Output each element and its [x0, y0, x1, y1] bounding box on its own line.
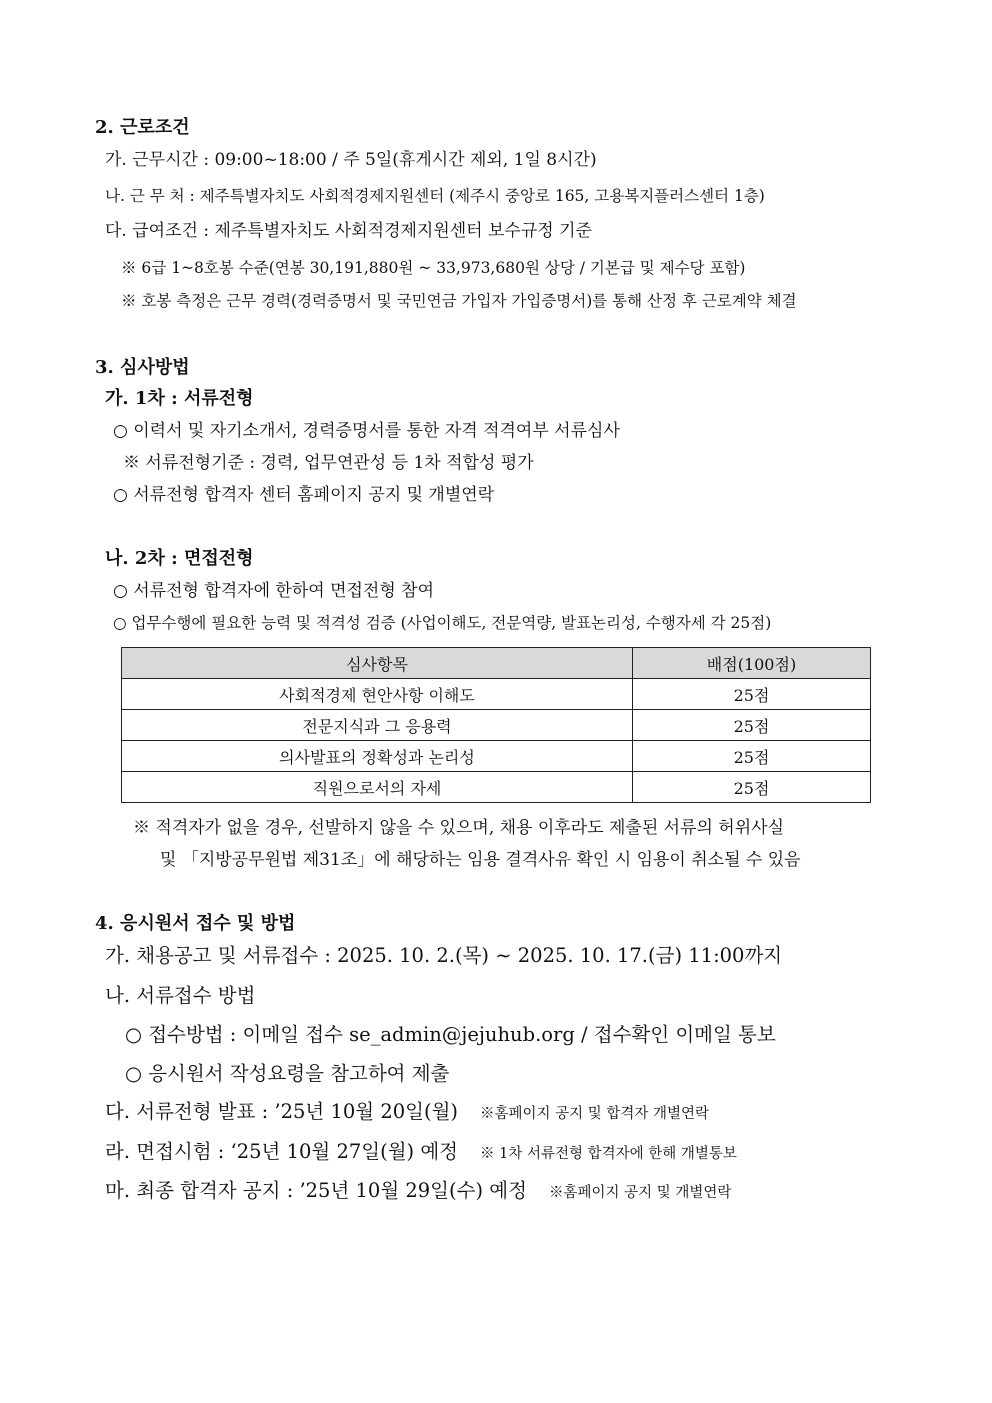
table-row [122, 679, 871, 710]
stage1-item-notice: ○ 서류전형 합격자 센터 홈페이지 공지 및 개별연락 [113, 485, 495, 505]
submission-method-guide: ○ 응시원서 작성요령을 참고하여 제출 [125, 1062, 450, 1085]
document-result-note: ※홈페이지 공지 및 합격자 개별연락 [480, 1106, 710, 1122]
row-item: 사회적경제 현안사항 이해도 [122, 679, 633, 710]
salary-condition: 다. 급여조건 : 제주특별자치도 사회적경제지원센터 보수규정 기준 [105, 221, 592, 241]
final-notice-note: ※홈페이지 공지 및 개별연락 [548, 1185, 732, 1201]
section2-title: 2. 근로조건 [95, 117, 190, 138]
workplace: 나. 근 무 처 : 제주특별자치도 사회적경제지원센터 (제주시 중앙로 165, 고용복지플러스센터 1층) [105, 187, 765, 205]
disqualification-note-line1: ※ 적격자가 없을 경우, 선발하지 않을 수 있으며, 채용 이후라도 제출된 서류의 허위사실 [133, 818, 785, 838]
disqualification-note-line2: 및 「지방공무원법 제31조」에 해당하는 임용 결격사유 확인 시 임용이 취소될 수 있음 [160, 850, 801, 870]
interview-note: ※ 1차 서류전형 합격자에 한해 개별통보 [480, 1146, 737, 1162]
stage1-item-documents: ○ 이력서 및 자기소개서, 경력증명서를 통한 자격 적격여부 서류심사 [113, 421, 620, 441]
interview-line [105, 1140, 737, 1166]
row-score: 25점 [633, 772, 871, 803]
table-row [122, 741, 871, 772]
submission-method-title: 나. 서류접수 방법 [105, 984, 256, 1007]
row-item: 전문지식과 그 응용력 [122, 710, 633, 741]
section4-title: 4. 응시원서 접수 및 방법 [95, 913, 296, 934]
score-table [121, 647, 871, 803]
table-row [122, 710, 871, 741]
stage1-title: 가. 1차 : 서류전형 [105, 388, 254, 409]
step-note: ※ 호봉 측정은 근무 경력(경력증명서 및 국민연금 가입자 가입증명서)를 통해 산정 후 근로계약 체결 [121, 292, 797, 310]
row-score: 25점 [633, 710, 871, 741]
submission-method-email: ○ 접수방법 : 이메일 접수 se_admin@jejuhub.org / 접수확인 이메일 통보 [125, 1023, 776, 1046]
stage2-item-verification: ○ 업무수행에 필요한 능력 및 적격성 검증 (사업이해도, 전문역량, 발표논리성, 수행자세 각 25점) [113, 614, 772, 632]
stage1-criteria-note: ※ 서류전형기준 : 경력, 업무연관성 등 1차 적합성 평가 [123, 453, 534, 473]
interview-date: 라. 면접시험 : ‘25년 10월 27일(월) 예정 [105, 1140, 459, 1163]
document-result-line [105, 1100, 709, 1126]
section3-title: 3. 심사방법 [95, 357, 190, 378]
row-score: 25점 [633, 741, 871, 772]
score-table-header [122, 648, 871, 679]
table-row [122, 772, 871, 803]
row-score: 25점 [633, 679, 871, 710]
stage2-title: 나. 2차 : 면접전형 [105, 548, 254, 569]
work-hours: 가. 근무시간 : 09:00~18:00 / 주 5일(휴게시간 제외, 1일 8시간) [105, 150, 597, 170]
salary-note: ※ 6급 1~8호봉 수준(연봉 30,191,880원 ~ 33,973,680원 상당 / 기본급 및 제수당 포함) [121, 259, 746, 277]
application-period: 가. 채용공고 및 서류접수 : 2025. 10. 2.(목) ∼ 2025. 10. 17.(금) 11:00까지 [105, 944, 783, 967]
row-item: 직원으로서의 자세 [122, 772, 633, 803]
document-result: 다. 서류전형 발표 : ’25년 10월 20일(월) [105, 1100, 459, 1123]
row-item: 의사발표의 정확성과 논리성 [122, 741, 633, 772]
header-score: 배점(100점) [633, 648, 871, 679]
final-notice: 마. 최종 합격자 공지 : ’25년 10월 29일(수) 예정 [105, 1179, 527, 1202]
final-notice-line [105, 1179, 731, 1205]
stage2-item-interview: ○ 서류전형 합격자에 한하여 면접전형 참여 [113, 581, 435, 601]
header-item: 심사항목 [122, 648, 633, 679]
